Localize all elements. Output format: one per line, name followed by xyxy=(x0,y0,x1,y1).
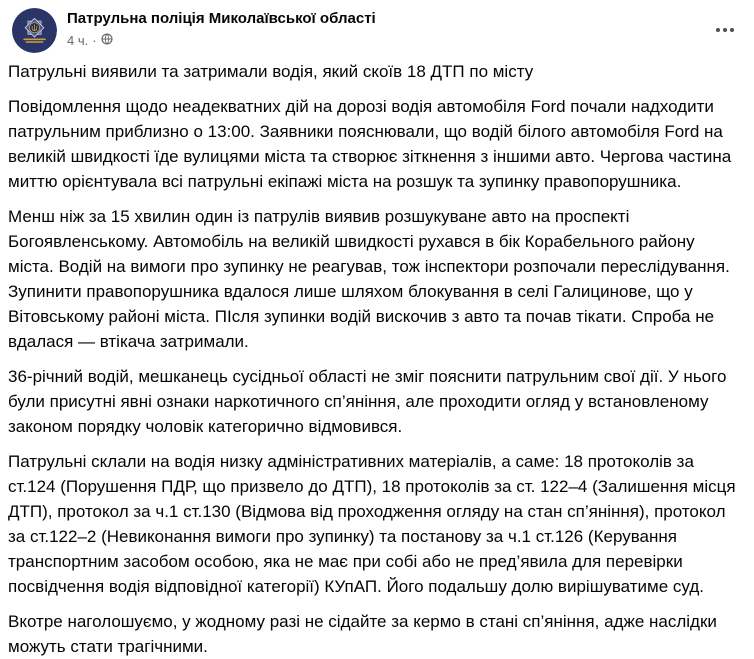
post-header xyxy=(0,0,754,55)
post-paragraph: Повідомлення щодо неадекватних дій на дорозі водія автомобіля Ford почали надходити патрульним приблизно о 13:00. Заявники пояснювали, що водій білого автомобіля Ford на великій швидкості їде вулицями міста та створює зіткнення з іншими авто. Чергова частина миттю орієнтувала всі патрульні екіпажі міста на розшук та зупинку правопорушника. xyxy=(8,97,736,191)
post-options-button[interactable] xyxy=(712,22,738,38)
meta-separator: · xyxy=(92,32,97,48)
police-emblem-icon xyxy=(12,8,57,53)
post-text xyxy=(0,55,754,659)
post-paragraph: Менш ніж за 15 хвилин один із патрулів виявив розшукуване авто на проспекті Богоявленському. Автомобіль на великій швидкості рухався в бік Корабельного району міста. Водій на вимоги про зупинку не реагував, тож інспектори розпочали переслідування. Зупинити правопорушника вдалося лише шляхом блокування в селі Галицинове, що у Вітовському районі міста. ПІсля зупинки водій вискочив з авто та почав тікати. Спроба не вдалася — втікача затримали. xyxy=(8,207,735,351)
post-meta xyxy=(67,31,704,49)
page-avatar[interactable] xyxy=(12,8,57,53)
post-header-text xyxy=(67,8,704,49)
post-timestamp[interactable]: 4 ч. xyxy=(67,32,89,48)
globe-icon xyxy=(101,32,113,49)
post-paragraph: Патрульні склали на водія низку адміністративних матеріалів, а саме: 18 протоколів за ст.124 (Порушення ПДР, що призвело до ДТП), 18 протоколів за ст. 122–4 (Залишення місця ДТП), протокол за ч.1 ст.130 (Відмова від проходження огляду на стан сп’яніння), протокол за ст.122–2 (Невиконання вимоги про зупинку) та постанову за ч.1 ст.126 (Керування транспортним засобом особою, яка не має при собі або не пред’явила для перевірки посвідчення водія відповідної категорії) КУпАП. Його подальшу долю вирішуватиме суд. xyxy=(8,452,741,596)
page-name-link[interactable]: Патрульна поліція Миколаївської області xyxy=(67,10,376,27)
ellipsis-icon xyxy=(716,28,734,32)
post-paragraph-headline: Патрульні виявили та затримали водія, який скоїв 18 ДТП по місту xyxy=(8,62,534,81)
post-paragraph: 36-річний водій, мешканець сусідньої області не зміг пояснити патрульним свої дії. У нього були присутні явні ознаки наркотичного сп’яніння, але проходити огляд у встановленому законом порядку чоловік категорично відмовився. xyxy=(8,367,732,436)
post-paragraph: Вкотре наголошуємо, у жодному разі не сідайте за кермо в стані сп’яніння, адже наслідки можуть стати трагічними. xyxy=(8,612,722,656)
